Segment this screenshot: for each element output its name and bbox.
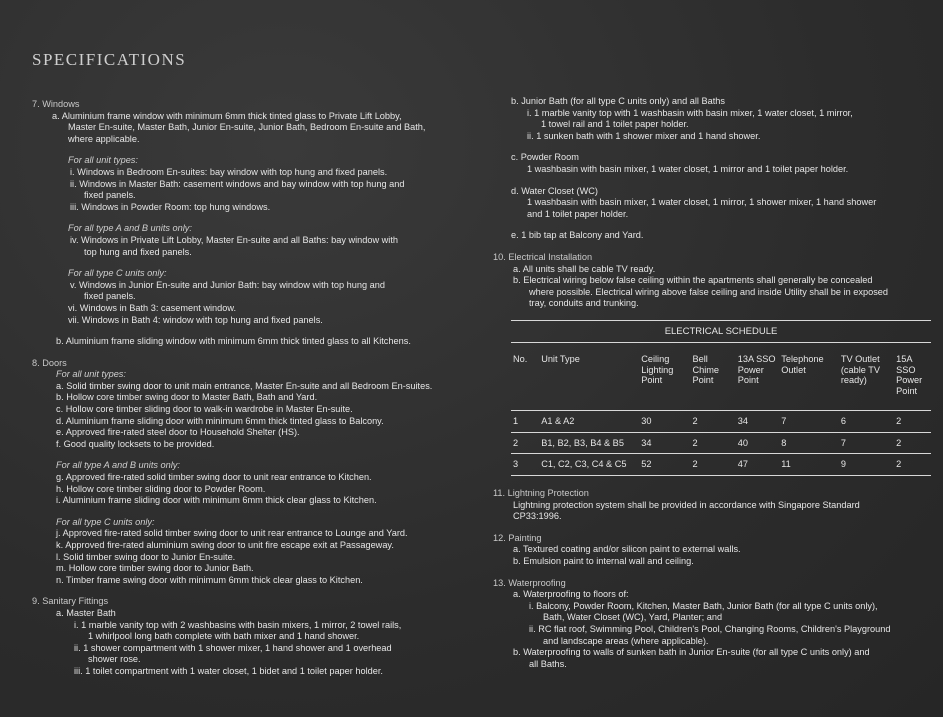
spacer: [32, 507, 472, 517]
schedule-row: [511, 454, 931, 476]
schedule-cell: 52: [639, 454, 690, 476]
spec-line: CP33:1996.: [513, 511, 562, 522]
spec-line: m. Hollow core timber swing door to Junior Bath.: [56, 563, 254, 574]
spec-line: iv. Windows in Private Lift Lobby, Master En-suite and all Baths: bay window with: [70, 234, 399, 245]
spec-line: i. Windows in Bedroom En-suites: bay window with top hung and fixed panels.: [70, 166, 388, 177]
schedule-cell: A1 & A2: [539, 411, 639, 433]
spec-line: c. Powder Room: [511, 152, 579, 163]
schedule-cell: B1, B2, B3, B4 & B5: [539, 432, 639, 454]
subheading: For all unit types:: [56, 369, 126, 380]
schedule-cell: 2: [894, 411, 931, 433]
spec-line: ii. 1 shower compartment with 1 shower mixer, 1 hand shower and 1 overhead: [74, 642, 392, 653]
schedule-cell: C1, C2, C3, C4 & C5: [539, 454, 639, 476]
schedule-header-cell: 15A SSO Power Point: [896, 353, 923, 396]
schedule-cell: 7: [839, 432, 894, 454]
spec-line: a. All units shall be cable TV ready.: [513, 263, 656, 274]
spec-line: i. 1 marble vanity top with 2 washbasins with basin mixers, 1 mirror, 2 towel rails,: [74, 619, 402, 630]
spacer: [493, 176, 933, 186]
spec-line: iii. 1 toilet compartment with 1 water closet, 1 bidet and 1 toilet paper holder.: [74, 665, 383, 676]
subheading: For all type A and B units only:: [56, 460, 180, 471]
spec-line: n. Timber frame swing door with minimum 6mm thick clear glass to Kitchen.: [56, 574, 363, 585]
schedule-cell: 34: [736, 411, 780, 433]
schedule-header-cell: Ceiling Lighting Point: [641, 353, 674, 386]
schedule-cell: 2: [690, 411, 735, 433]
spec-line: Master En-suite, Master Bath, Junior En-suite, Junior Bath, Bedroom En-suite and Bath,: [68, 122, 426, 133]
spec-line: tray, conduits and trunking.: [529, 298, 639, 309]
spec-line: Lightning protection system shall be provided in accordance with Singapore Standard: [513, 499, 860, 510]
spec-line: iii. Windows in Powder Room: top hung windows.: [70, 201, 271, 212]
schedule-header-row: [511, 353, 931, 411]
spec-line: shower rose.: [88, 654, 141, 665]
schedule-cell: 2: [690, 454, 735, 476]
subheading: For all type C units only:: [56, 516, 155, 527]
electrical-schedule-title: ELECTRICAL SCHEDULE: [511, 320, 931, 343]
spacer: [32, 450, 472, 460]
schedule-header-cell: 13A SSO Power Point: [737, 353, 776, 386]
spacer: [32, 213, 472, 223]
spacer: [493, 568, 933, 578]
spec-line: ii. RC flat roof, Swimming Pool, Children's Pool, Changing Rooms, Children's Playground: [529, 624, 891, 634]
spec-line: j. Approved fire-rated solid timber swing door to unit rear entrance to Lounge and Yard.: [56, 528, 408, 539]
spec-line: a. Textured coating and/or silicon paint to external walls.: [513, 544, 741, 555]
section-heading: 12. Painting: [493, 532, 542, 543]
spec-line: 1 washbasin with basin mixer, 1 water closet, 1 mirror and 1 toilet paper holder.: [527, 163, 849, 174]
section-heading: 11. Lightning Protection: [493, 488, 589, 499]
spacer: [32, 586, 472, 596]
spec-line: h. Hollow core timber sliding door to Powder Room.: [56, 483, 266, 494]
schedule-header-cell: Unit Type: [541, 353, 580, 364]
spec-line: fixed panels.: [84, 190, 136, 201]
subheading: For all type A and B units only:: [68, 223, 192, 234]
section-heading: 8. Doors: [32, 357, 67, 368]
spec-line: c. Hollow core timber sliding door to walk-in wardrobe in Master En-suite.: [56, 404, 353, 415]
spec-line: ii. 1 sunken bath with 1 shower mixer and 1 hand shower.: [527, 130, 761, 141]
spec-line: k. Approved fire-rated aluminium swing door to unit fire escape exit at Passageway.: [56, 540, 394, 550]
schedule-cell: 7: [779, 411, 839, 433]
schedule-header-cell: Bell Chime Point: [692, 353, 720, 386]
spec-line: 1 towel rail and 1 toilet paper holder.: [541, 119, 689, 130]
spec-line: f. Good quality locksets to be provided.: [56, 438, 215, 449]
left-column: [32, 99, 472, 678]
schedule-row: [511, 432, 931, 454]
right-column: [493, 96, 933, 670]
spec-line: i. Balcony, Powder Room, Kitchen, Master Bath, Junior Bath (for all type C units only),: [529, 600, 878, 611]
schedule-cell: 2: [511, 432, 539, 454]
spec-line: e. Approved fire-rated steel door to Household Shelter (HS).: [56, 427, 300, 438]
spacer: [493, 142, 933, 152]
schedule-header-cell: TV Outlet (cable TV ready): [840, 353, 880, 386]
spec-line: a. Solid timber swing door to unit main entrance, Master En-suite and all Bedroom En-suites.: [56, 380, 433, 391]
schedule-header-cell: Telephone Outlet: [781, 353, 824, 375]
schedule-cell: 40: [736, 432, 780, 454]
spec-line: all Baths.: [529, 658, 567, 669]
spec-line: e. 1 bib tap at Balcony and Yard.: [511, 230, 644, 241]
spec-line: l. Solid timber swing door to Junior En-suite.: [56, 551, 236, 562]
schedule-cell: 47: [736, 454, 780, 476]
spec-line: where possible. Electrical wiring above false ceiling and inside Utility shall be in exposed: [529, 286, 889, 297]
section-heading: 13. Waterproofing: [493, 577, 566, 588]
spacer: [493, 242, 933, 252]
page-title: SPECIFICATIONS: [32, 50, 187, 69]
spec-line: Bath, Water Closet (WC), Yard, Planter; and: [543, 612, 723, 623]
schedule-cell: 11: [779, 454, 839, 476]
right-top-sections: [493, 96, 933, 310]
spec-line: i. Aluminium frame sliding door with minimum 6mm thick clear glass to Kitchen.: [56, 495, 377, 506]
schedule-cell: 3: [511, 454, 539, 476]
spec-line: and landscape areas (where applicable).: [543, 635, 709, 646]
subheading: For all type C units only:: [68, 268, 167, 279]
spec-line: fixed panels.: [84, 291, 136, 302]
spec-line: a. Aluminium frame window with minimum 6mm thick tinted glass to Private Lift Lobby,: [52, 110, 402, 121]
section-heading: 9. Sanitary Fittings: [32, 596, 109, 607]
spec-line: b. Emulsion paint to internal wall and ceiling.: [513, 556, 694, 567]
spec-line: ii. Windows in Master Bath: casement windows and bay window with top hung and: [70, 178, 405, 189]
spec-line: b. Aluminium frame sliding window with minimum 6mm thick tinted glass to all Kitchens.: [56, 336, 411, 347]
spacer: [32, 145, 472, 155]
schedule-cell: 34: [639, 432, 690, 454]
spec-line: vi. Windows in Bath 3: casement window.: [68, 302, 237, 313]
spec-line: b. Electrical wiring below false ceiling within the apartments shall generally be concealed: [513, 275, 873, 286]
spec-line: 1 washbasin with basin mixer, 1 water closet, 1 mirror, 1 shower mixer, 1 hand shower: [527, 197, 877, 208]
schedule-header-cell: No.: [513, 353, 528, 364]
section-heading: 7. Windows: [32, 99, 80, 109]
spacer: [493, 523, 933, 533]
schedule-cell: 30: [639, 411, 690, 433]
spec-line: and 1 toilet paper holder.: [527, 208, 629, 219]
schedule-row: [511, 411, 931, 433]
spec-line: g. Approved fire-rated solid timber swing door to unit rear entrance to Kitchen.: [56, 472, 372, 483]
schedule-cell: 2: [894, 454, 931, 476]
electrical-schedule-table: [511, 353, 931, 476]
spec-line: 1 whirlpool long bath complete with bath mixer and 1 hand shower.: [88, 631, 360, 642]
spec-line: where applicable.: [68, 133, 140, 144]
spec-line: a. Waterproofing to floors of:: [513, 589, 629, 600]
spacer: [32, 258, 472, 268]
spec-line: b. Hollow core timber swing door to Master Bath, Bath and Yard.: [56, 392, 318, 403]
spec-line: i. 1 marble vanity top with 1 washbasin with basin mixer, 1 water closet, 1 mirror,: [527, 107, 853, 118]
subheading: For all unit types:: [68, 155, 138, 166]
schedule-cell: 9: [839, 454, 894, 476]
schedule-cell: 1: [511, 411, 539, 433]
spec-line: d. Water Closet (WC): [511, 185, 598, 196]
spec-line: b. Waterproofing to walls of sunken bath in Junior En-suite (for all type C units only) and: [513, 647, 870, 658]
spacer: [493, 220, 933, 230]
schedule-cell: 2: [894, 432, 931, 454]
spec-line: d. Aluminium frame sliding door with minimum 6mm thick tinted glass to Balcony.: [56, 415, 384, 426]
spec-line: vii. Windows in Bath 4: window with top hung and fixed panels.: [68, 314, 323, 325]
spec-line: v. Windows in Junior En-suite and Junior Bath: bay window with top hung and: [70, 279, 385, 290]
schedule-cell: 6: [839, 411, 894, 433]
spacer: [32, 326, 472, 336]
spec-line: top hung and fixed panels.: [84, 246, 192, 257]
right-bottom-sections: [493, 488, 933, 670]
spec-line: b. Junior Bath (for all type C units only) and all Baths: [511, 96, 725, 106]
spacer: [32, 348, 472, 358]
section-heading: 10. Electrical Installation: [493, 251, 593, 262]
schedule-cell: 2: [690, 432, 735, 454]
spec-line: a. Master Bath: [56, 607, 116, 618]
schedule-cell: 8: [779, 432, 839, 454]
